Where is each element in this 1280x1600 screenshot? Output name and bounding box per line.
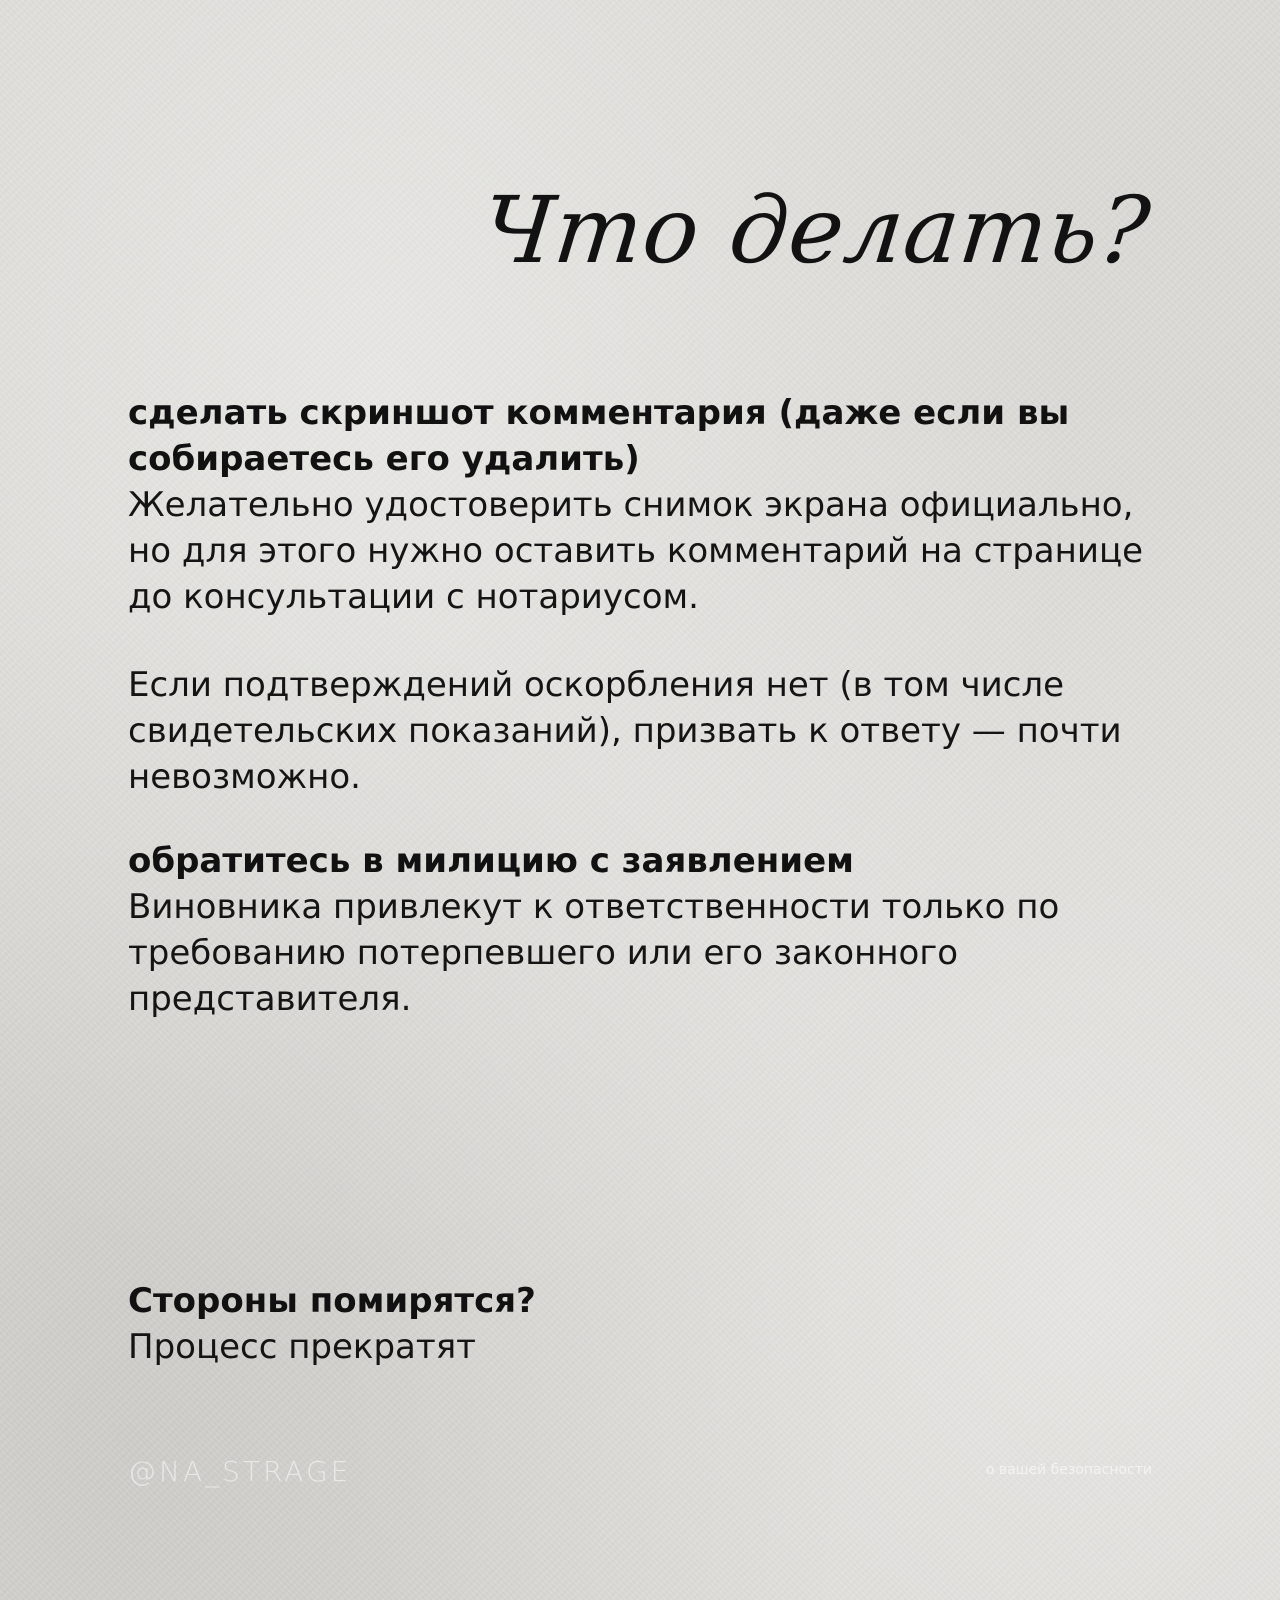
section-body: Желательно удостоверить снимок экрана официально, но для этого нужно оставить комментарий на странице до консультации с нотариусом. bbox=[128, 485, 1144, 617]
section-no-evidence bbox=[128, 662, 1178, 800]
section-body: Виновника привлекут к ответственности только по требованию потерпевшего или его законного представителя. bbox=[128, 887, 1060, 1019]
section-body: Если подтверждений оскорбления нет (в том числе свидетельских показаний), призвать к ответу — почти невозможно. bbox=[128, 665, 1122, 797]
section-heading: сделать скриншот комментария (даже если вы собираетесь его удалить) bbox=[128, 393, 1070, 479]
watermark-handle: @NA_STRAGE bbox=[128, 1455, 352, 1488]
reconciliation-note bbox=[128, 1278, 1178, 1370]
section-screenshot bbox=[128, 390, 1178, 620]
main-content bbox=[128, 390, 1178, 1022]
footer-heading: Стороны помирятся? bbox=[128, 1281, 536, 1321]
watermark-tagline: о вашей безопасности bbox=[985, 1462, 1152, 1478]
footer-body: Процесс прекратят bbox=[128, 1327, 476, 1367]
section-police bbox=[128, 838, 1178, 1022]
section-heading: обратитесь в милицию с заявлением bbox=[128, 841, 854, 881]
page-title: Что делать? bbox=[477, 177, 1156, 284]
